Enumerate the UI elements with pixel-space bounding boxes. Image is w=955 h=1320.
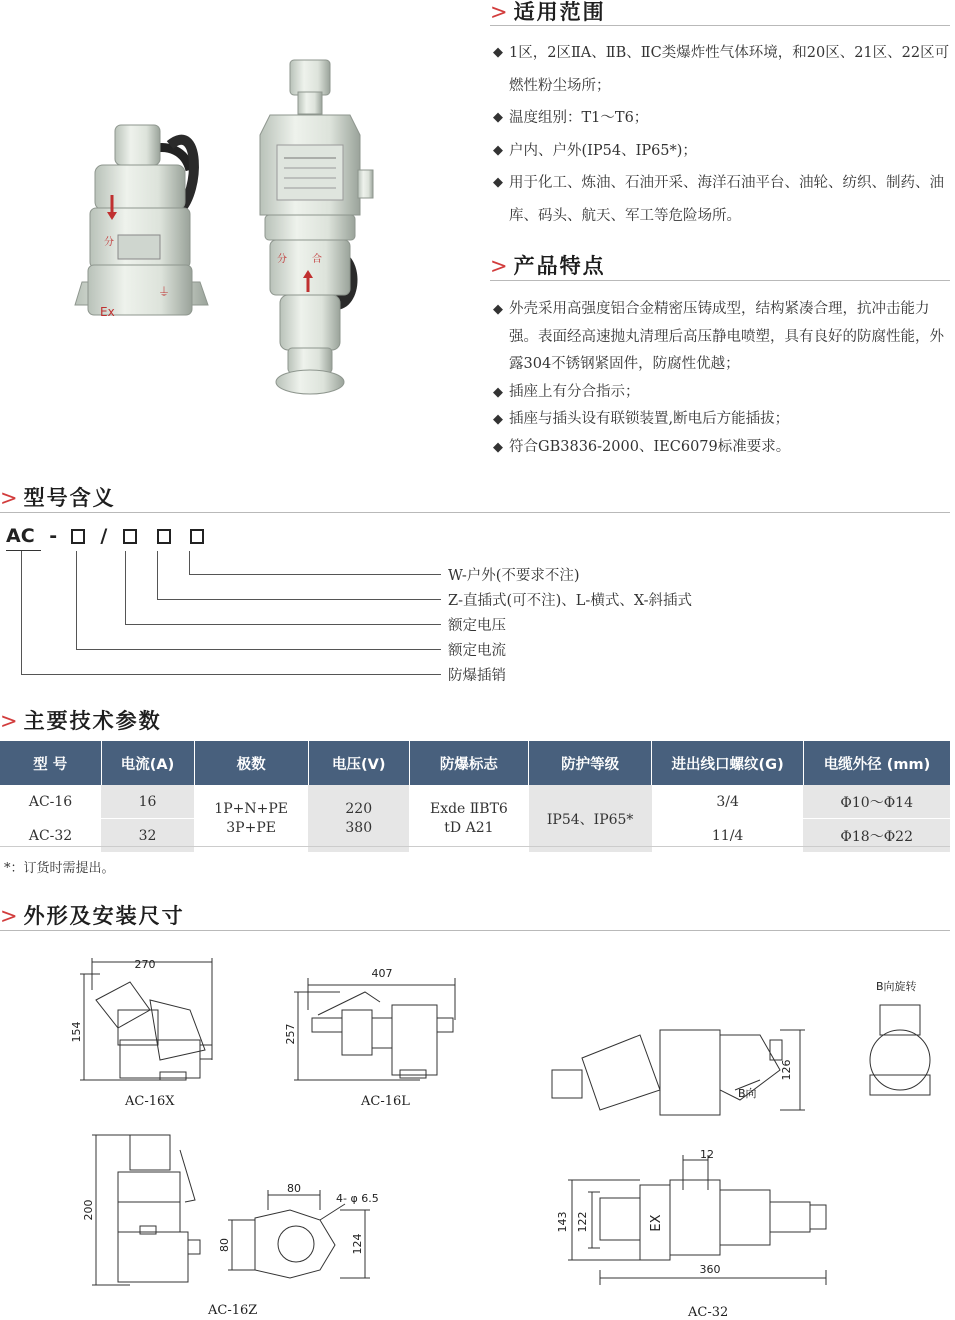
explosion-proof-socket [75,125,208,319]
svg-text:EX: EX [649,1214,664,1232]
header-current: 电流(A) [101,741,194,785]
divider [490,280,950,281]
header-ex-mark: 防爆标志 [409,741,528,785]
header-voltage: 电压(V) [308,741,409,785]
legend-current: 额定电流 [448,643,506,659]
table-header-row [0,741,950,785]
connector [76,551,77,649]
connector [125,551,126,624]
cell-cable: Φ18～Φ22 [803,819,950,853]
model-underline [6,550,41,551]
model-dash: - [49,525,58,547]
header-protection: 防护等级 [529,741,652,785]
model-slash: / [100,525,108,547]
code-box-current [71,529,85,544]
connector [21,551,22,674]
connector [157,599,441,600]
label-ac16z: AC-16Z [208,1303,258,1318]
connector [125,624,441,625]
cell-current: 16 [101,785,194,819]
mark-ex: Ex [100,305,115,319]
product-photo [60,50,390,410]
label-ac32: AC-32 [688,1305,729,1320]
section-title-features: > 产品特点 [490,254,606,278]
header-model: 型 号 [0,741,101,785]
svg-text:80: 80 [287,1182,301,1195]
code-box-voltage [123,529,137,544]
table-row [0,785,950,819]
table-bottom-rule [0,846,950,847]
mark-he: 合 [312,254,322,265]
svg-text:407: 407 [371,967,393,980]
svg-text:12: 12 [700,1148,714,1161]
cell-cable: Φ10～Φ14 [803,785,950,819]
svg-text:⏚: ⏚ [158,285,171,299]
table-note: *：订货时需提出。 [4,861,115,876]
list-item: ◆ 符合GB3836-2000、IEC6079标准要求。 [493,434,951,462]
divider [0,512,950,513]
section-title-model: > 型号含义 [0,486,116,510]
features-list [493,296,951,461]
connector [189,551,190,574]
drawing-ac16x [80,958,212,1080]
connector [189,574,441,575]
explosion-proof-plug [260,60,373,394]
list-item: ◆ 插座上有分合指示； [493,379,951,407]
code-box-outdoor [190,529,204,544]
connector [157,551,158,599]
drawing-b-rotation [870,1005,930,1095]
drawing-ac32-side [552,1030,805,1115]
cell-voltage: 220 380 [308,785,409,853]
section-title-dimensions: > 外形及安装尺寸 [0,904,185,928]
section-title-scope: > 适用范围 [490,0,606,24]
svg-text:分: 分 [277,254,287,265]
divider [0,930,950,931]
legend-plug: 防爆插销 [448,668,506,684]
svg-text:124: 124 [351,1233,364,1255]
header-cable: 电缆外径 (mm) [803,741,950,785]
header-poles: 极数 [194,741,308,785]
scope-list [493,37,955,232]
legend-voltage: 额定电压 [448,618,506,634]
drawing-ac16l [294,978,455,1080]
code-box-type [157,529,171,544]
list-item: ◆ 插座与插头设有联锁装置,断电后方能插拔； [493,406,951,434]
legend-outdoor: W-户外(不要求不注) [448,568,580,584]
drawing-ac16z [92,1135,200,1285]
drawing-ac32-front [568,1155,826,1285]
cell-model: AC-32 [0,819,101,853]
cell-protection: IP54、IP65* [529,785,652,853]
legend-type: Z-直插式(可不注)、L-横式、X-斜插式 [448,593,693,609]
model-code [6,525,204,547]
mark-fen: 分 [104,237,114,248]
cell-thread: 11/4 [652,819,804,853]
svg-text:80: 80 [218,1238,231,1252]
svg-text:122: 122 [576,1211,589,1233]
svg-text:B向旋转: B向旋转 [876,980,917,993]
divider [490,25,950,26]
svg-text:200: 200 [82,1199,95,1221]
label-ac16x: AC-16X [125,1094,175,1109]
cell-thread: 3/4 [652,785,804,819]
label-ac16l: AC-16L [361,1094,410,1109]
list-item: ◆ 户内、户外(IP54、IP65*)； [493,135,955,168]
svg-text:4- φ 6.5: 4- φ 6.5 [336,1192,379,1205]
list-item: ◆ 温度组别：T1～T6； [493,102,955,135]
cell-current: 32 [101,819,194,853]
list-item: ◆ 1区，2区ⅡA、ⅡB、ⅡC类爆炸性气体环境，和20区、21区、22区可燃性粉尘场所； [493,37,955,102]
svg-text:270: 270 [134,958,156,971]
cell-poles: 1P+N+PE 3P+PE [194,785,308,853]
svg-text:154: 154 [70,1021,83,1043]
svg-text:126: 126 [780,1059,793,1081]
svg-text:257: 257 [284,1023,297,1045]
connector [76,649,441,650]
list-item: ◆ 用于化工、炼油、石油开采、海洋石油平台、油轮、纺织、制药、油库、码头、航天、军工等危险场所。 [493,167,955,232]
dimension-drawings [0,940,955,1319]
svg-text:B向: B向 [738,1087,757,1100]
cell-model: AC-16 [0,785,101,819]
model-prefix: AC [6,525,35,547]
list-item: ◆ 外壳采用高强度铝合金精密压铸成型，结构紧凑合理，抗冲击能力强。表面经高速抛丸清理后高压静电喷塑，具有良好的防腐性能，外露304不锈钢紧固件，防腐性优越； [493,296,951,379]
cell-ex-mark: Exde ⅡBT6 tD A21 [409,785,528,853]
spec-table [0,741,950,853]
svg-text:143: 143 [556,1211,569,1233]
section-title-params: > 主要技术参数 [0,709,162,733]
svg-text:360: 360 [699,1263,721,1276]
header-thread: 进出线口螺纹(G) [652,741,804,785]
connector [21,674,441,675]
